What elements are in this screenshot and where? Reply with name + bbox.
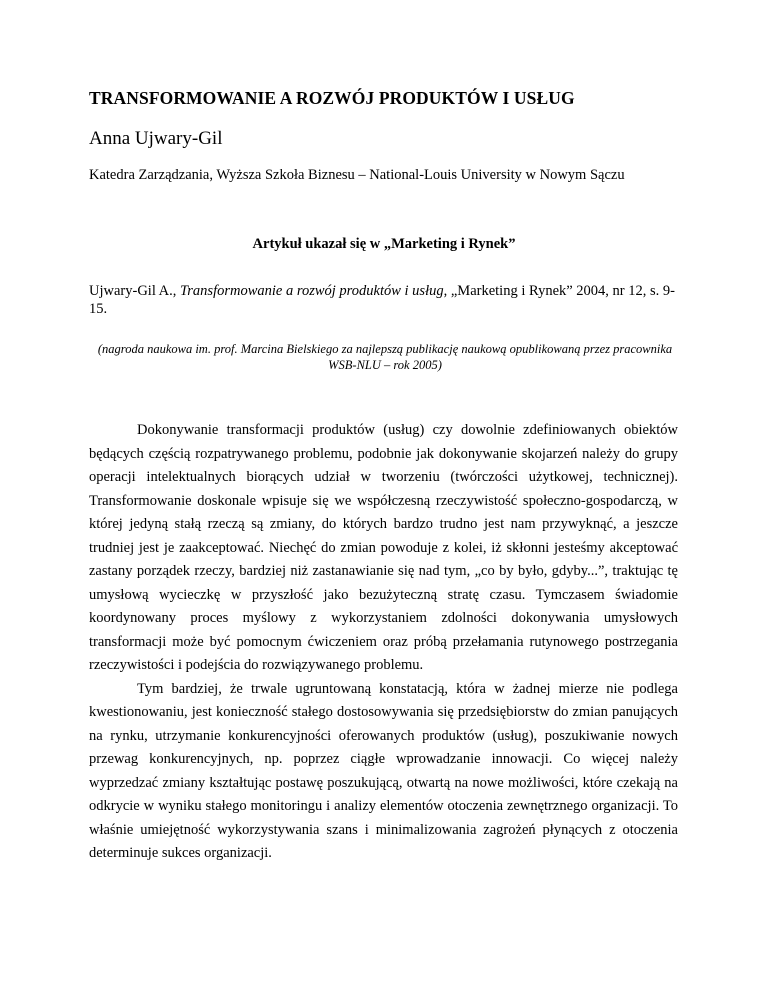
paragraph: Dokonywanie transformacji produktów (usług) czy dowolnie zdefiniowanych obiektów będących częścią rozpatrywanego problemu, podobnie jak dokonywanie skojarzeń należy do grupy operacji intelektualnych biorących udział w tworzeniu (twórczości użytkowej, technicznej). Transformowanie doskonale wpisuje się we współczesną rzeczywistość społeczno-gospodarczą, w której jedyną stałą rzeczą są zmiany, do których bardzo trudno jest nam przywyknąć, a jeszcze trudniej jest je zaakceptować. Niechęć do zmian powoduje z kolei, iż skłonni jesteśmy akceptować zastany porządek rzeczy, bardziej niż zastanawianie się nad tym, „co by było, gdyby...”, traktując tę umysłową wycieczkę w przyszłość jako bezużyteczną stratę czasu. Tymczasem świadomie koordynowany proces myślowy z wykorzystaniem zdolności dokonywania umysłowych transformacji może być pomocnym ćwiczeniem oraz próbą przełamania rutynowego postrzegania rzeczywistości i podejścia do rozwiązywanego problemu. xyxy=(89,422,678,673)
citation-title: Transformowanie a rozwój produktów i usług xyxy=(180,283,444,299)
citation-suffix: , „Marketing i Rynek” 2004, nr 12, s. 9-15. xyxy=(89,283,675,317)
author-name: Anna Ujwary-Gil xyxy=(89,128,223,149)
body-text xyxy=(89,419,678,866)
publication-note: Artykuł ukazał się w „Marketing i Rynek” xyxy=(252,236,516,252)
citation xyxy=(89,282,681,318)
citation-prefix: Ujwary-Gil A., xyxy=(89,283,181,299)
author-affiliation: Katedra Zarządzania, Wyższa Szkoła Biznesu – National-Louis University w Nowym Sączu xyxy=(89,167,625,183)
document-title: TRANSFORMOWANIE A ROZWÓJ PRODUKTÓW I USŁUG xyxy=(89,88,575,108)
paragraph: Tym bardziej, że trwale ugruntowaną konstatacją, która w żadnej mierze nie podlega kwestionowaniu, jest konieczność stałego dostosowywania się przedsiębiorstw do zmian panujących na rynku, utrzymanie konkurencyjności oferowanych produktów (usług), poszukiwanie nowych przewag konkurencyjnych, np. poprzez ciągłe wprowadzanie innowacji. Co więcej należy wyprzedzać zmiany kształtując postawę poszukującą, otwartą na nowe możliwości, które czekają na odkrycie w wyniku stałego monitoringu i analizy elementów otoczenia zewnętrznego organizacji. To właśnie umiejętność wykorzystywania szans i minimalizowania zagrożeń płynących z otoczenia determinuje sukces organizacji. xyxy=(89,680,678,861)
award-note: (nagroda naukowa im. prof. Marcina Bielskiego za najlepszą publikację naukową opublikowaną przez pracownika WSB-NLU – rok 2005) xyxy=(97,342,673,372)
